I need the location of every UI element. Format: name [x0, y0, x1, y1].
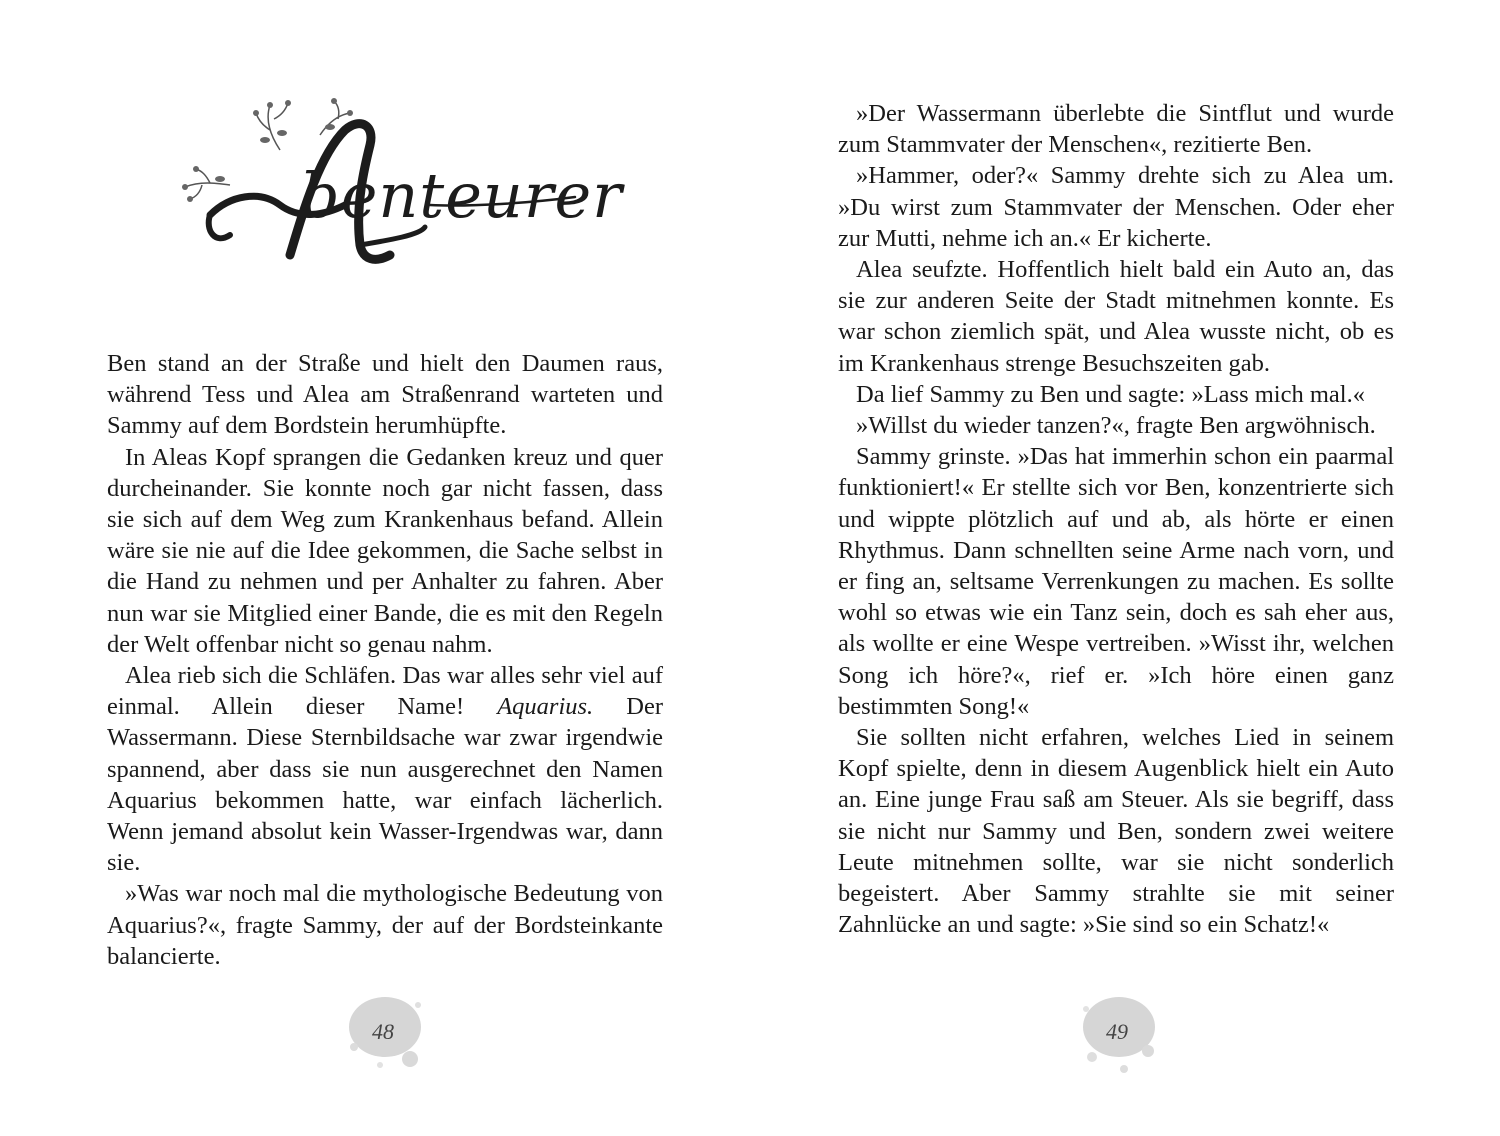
page-number-right [1074, 985, 1164, 1075]
right-page [750, 0, 1500, 1136]
page-number-text: 48 [372, 1019, 394, 1044]
page-number-text: 49 [1106, 1019, 1128, 1044]
paragraph: »Der Wassermann überlebte die Sintflut und wurde zum Stammvater der Menschen«, rezitierte Ben. [838, 100, 1394, 159]
paragraph: Ben stand an der Straße und hielt den Daumen raus, während Tess und Alea am Straßenrand warteten und Sammy auf dem Bordstein herumhüpfte. [107, 350, 663, 440]
chapter-header-illustration [170, 95, 623, 270]
paragraph: »Willst du wieder tanzen?«, fragte Ben argwöhnisch. [856, 412, 1376, 440]
italic-name: Aquarius. [497, 693, 594, 721]
chapter-title: benteurer [300, 159, 623, 232]
paragraph-text: Der Wassermann. Diese Sternbildsache war zwar irgendwie spannend, aber dass sie nun ausgerechnet den Namen Aquarius bekommen hatte, war einfach lächerlich. Wenn jemand absolut kein Wasser-Irgendwas war, dann sie. [107, 693, 663, 877]
page-number-left [340, 985, 430, 1075]
paragraph: Sammy grinste. »Das hat immerhin schon ein paarmal funktioniert!« Er stellte sich vor Ben, konzentrierte sich und wippte plötzlich auf und ab, als hörte er einen Rhythmus. Dann schnellten seine Arme nach vorn, und er fing an, seltsame Verrenkungen zu machen. Es sollte wohl so etwas wie ein Tanz sein, doch es sah eher aus, als wollte er eine Wespe vertreiben. »Wisst ihr, welchen Song ich höre?«, rief er. »Ich höre einen ganz bestimmten Song!« [838, 443, 1394, 720]
paragraph-text: Alea rieb sich die Schläfen. Das war alles sehr viel auf einmal. Allein dieser Name! [107, 662, 663, 721]
paragraph: Alea seufzte. Hoffentlich hielt bald ein Auto an, das sie zur anderen Seite der Stadt mitnehmen konnte. Es war schon ziemlich spät, und Alea wusste nicht, ob es im Krankenhaus strenge Besuchszeiten gab. [838, 256, 1394, 377]
paragraph: Sie sollten nicht erfahren, welches Lied in seinem Kopf spielte, denn in diesem Augenblick hielt ein Auto an. Eine junge Frau saß am Steuer. Als sie begriff, dass sie nicht nur Sammy und Ben, sondern zwei weitere Leute mitnehmen sollte, war sie nicht sonderlich begeistert. Aber Sammy strahlte sie mit seiner Zahnlücke an und sagte: »Sie sind so ein Schatz!« [838, 724, 1394, 939]
paragraph: »Hammer, oder?« Sammy drehte sich zu Alea um. »Du wirst zum Stammvater der Menschen. Oder eher zur Mutti, nehme ich an.« Er kicherte. [838, 162, 1394, 252]
paragraph: In Aleas Kopf sprangen die Gedanken kreuz und quer durcheinander. Sie konnte noch gar nicht fassen, dass sie sich auf dem Weg zum Krankenhaus befand. Allein wäre sie nie auf die Idee gekommen, die Sache selbst in die Hand zu nehmen und per Anhalter zu fahren. Aber nun war sie Mitglied einer Bande, die es mit den Regeln der Welt offenbar nicht so genau nahm. [107, 443, 663, 658]
left-page-body-text [107, 348, 663, 972]
right-page-body-text [838, 98, 1394, 940]
paragraph: Da lief Sammy zu Ben und sagte: »Lass mich mal.« [856, 380, 1365, 408]
paragraph: »Was war noch mal die mythologische Bedeutung von Aquarius?«, fragte Sammy, der auf der Bordsteinkante balancierte. [107, 880, 663, 970]
paragraph [107, 660, 663, 878]
